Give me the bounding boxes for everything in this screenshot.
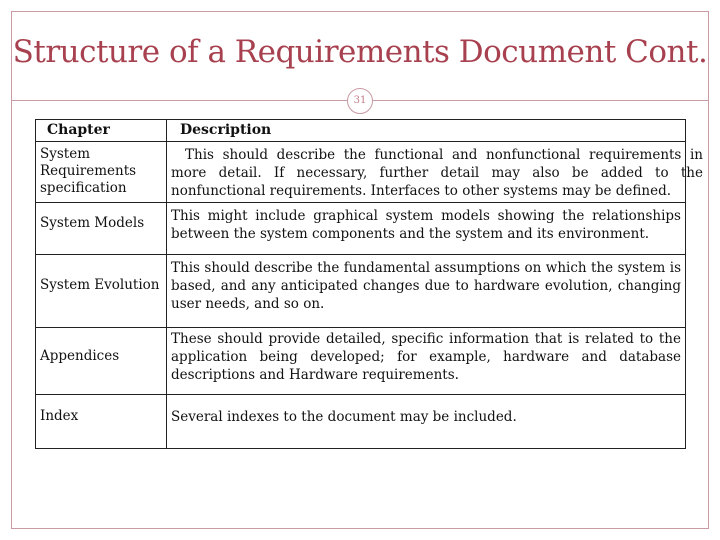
chapter-cell: System Requirements specification — [40, 146, 137, 196]
header-chapter: Chapter — [47, 122, 110, 138]
description-cell: This should describe the fundamental assumptions on which the system is based, and any anticipated changes due to hardware evolution, changing user needs, and so on. — [171, 260, 681, 312]
chapter-cell: System Models — [40, 215, 145, 231]
description-cell: This should describe the functional and nonfunctional requirements in more detail. If necessary, further detail may also be added to the nonfunctional requirements. Interfaces to other systems may be defined. — [171, 147, 703, 199]
row-divider — [35, 394, 686, 395]
chapter-cell: Appendices — [40, 348, 120, 364]
row-divider — [35, 254, 686, 255]
description-cell: These should provide detailed, specific information that is related to the application being developed; for example, hardware and database descriptions and Hardware requirements. — [171, 331, 681, 383]
header-column-divider — [166, 119, 167, 142]
table-header-row — [35, 119, 686, 142]
column-divider — [166, 141, 167, 449]
description-cell: This might include graphical system models showing the relationships between the system components and the system and its environment. — [171, 208, 681, 242]
row-divider — [35, 327, 686, 328]
description-cell: Several indexes to the document may be included. — [171, 409, 517, 425]
chapter-cell: System Evolution — [40, 277, 160, 293]
chapter-cell: Index — [40, 408, 79, 424]
header-description: Description — [180, 122, 272, 138]
page-number-badge: 31 — [347, 88, 373, 114]
row-divider — [35, 202, 686, 203]
slide-title: Structure of a Requirements Document Cont. — [12, 34, 708, 70]
